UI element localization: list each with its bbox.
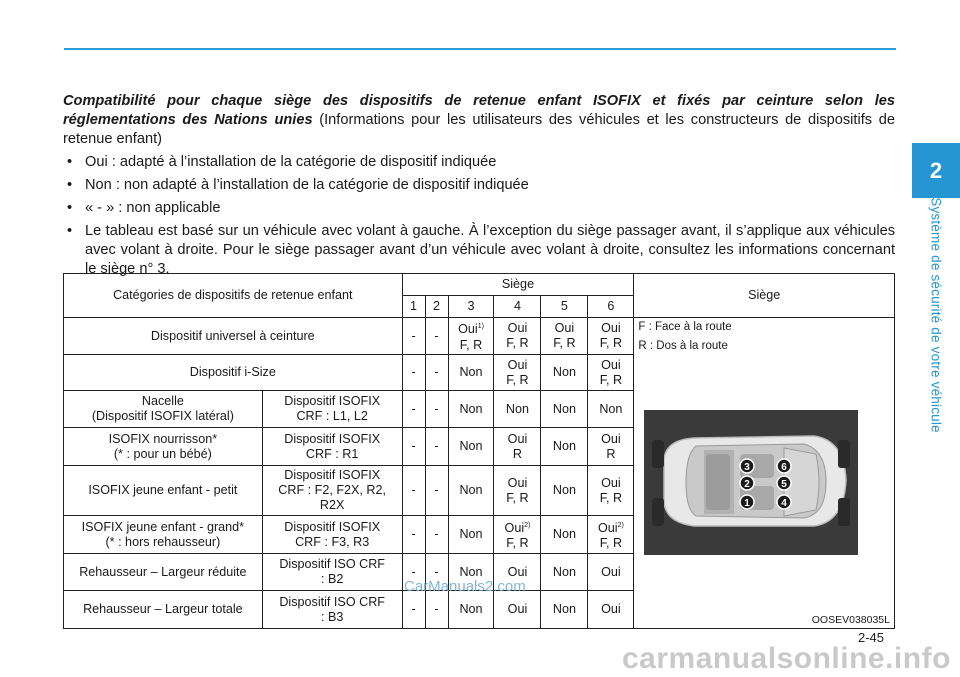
compatibility-table <box>63 273 895 629</box>
cell-seat-6: Oui R <box>588 428 634 466</box>
cell-seat-1: - <box>402 318 425 355</box>
bullet-text: Oui : adapté à l’installation de la catégorie de dispositif indiquée <box>85 154 497 170</box>
seat-1-label: 1 <box>744 498 751 509</box>
row-device: Dispositif ISO CRF : B2 <box>262 554 402 591</box>
row-category: Dispositif universel à ceinture <box>64 318 403 355</box>
cell-seat-4: Oui F, R <box>494 466 541 516</box>
seat-6-label: 6 <box>781 462 788 473</box>
cell-seat-4: Oui F, R <box>494 318 541 355</box>
cell-seat-1: - <box>402 554 425 591</box>
cell-seat-4: Oui F, R <box>494 355 541 391</box>
row-device: Dispositif ISOFIX CRF : F2, F2X, R2, R2X <box>262 466 402 516</box>
cell-seat-3: Non <box>448 355 494 391</box>
seat-diagram-cell <box>634 318 895 629</box>
section-heading-bold: Compatibilité pour chaque siège des dispositifs de retenue enfant ISOFIX et fixés par ceinture selon les réglementations des Nations unies <box>63 93 895 128</box>
row-category: Dispositif i-Size <box>64 355 403 391</box>
cell-seat-3: Non <box>448 516 494 554</box>
seat-number-1: 1 <box>402 296 425 318</box>
seat-5-label: 5 <box>781 479 788 490</box>
row-category: ISOFIX nourrisson* (* : pour un bébé) <box>64 428 263 466</box>
cell-seat-3: Non <box>448 391 494 428</box>
seat-number-3: 3 <box>448 296 494 318</box>
cell-seat-5: Non <box>541 391 588 428</box>
chapter-number-tab[interactable]: 2 <box>912 143 960 198</box>
row-device: Dispositif ISOFIX CRF : R1 <box>262 428 402 466</box>
seat-4-label: 4 <box>781 498 788 509</box>
cell-seat-5: Oui F, R <box>541 318 588 355</box>
cell-seat-2: - <box>425 355 448 391</box>
cell-seat-6: Oui F, R <box>588 318 634 355</box>
header-side-seat: Siège <box>634 274 895 318</box>
cell-seat-6: Non <box>588 391 634 428</box>
cell-seat-1: - <box>402 516 425 554</box>
cell-seat-2: - <box>425 428 448 466</box>
seat-3-label: 3 <box>744 462 751 473</box>
cell-seat-2: - <box>425 591 448 629</box>
chapter-title: Système de sécurité de votre véhicule <box>928 197 944 433</box>
cell-seat-6: Oui F, R <box>588 355 634 391</box>
section-heading <box>63 92 895 149</box>
watermark-link[interactable]: CarManuals2.com <box>404 578 526 595</box>
cell-seat-3: Oui$^{1)}$ F, R <box>448 318 494 355</box>
seat-number-2: 2 <box>425 296 448 318</box>
cell-seat-4: Oui <box>494 591 541 629</box>
bullet-symbol: • <box>67 223 73 239</box>
table-row <box>64 318 895 355</box>
cell-seat-6: Oui$^{2)}$ F, R <box>588 516 634 554</box>
cell-seat-2: - <box>425 466 448 516</box>
cell-seat-6: Oui <box>588 554 634 591</box>
bullet-item <box>63 176 895 195</box>
row-device: Dispositif ISO CRF : B3 <box>262 591 402 629</box>
cell-seat-1: - <box>402 355 425 391</box>
image-reference-code: OOSEV038035L <box>811 614 890 626</box>
row-category: Nacelle (Dispositif ISOFIX latéral) <box>64 391 263 428</box>
cell-seat-5: Non <box>541 516 588 554</box>
cell-seat-1: - <box>402 391 425 428</box>
bullet-symbol: • <box>67 154 73 170</box>
bullet-text: Le tableau est basé sur un véhicule avec volant à gauche. À l’exception du siège passager avant, il s’applique aux véhicules avec volant à droite. Pour le siège passager avant d’un véhicule avec volant à droite, consultez les informations concernant le siège n° 3. <box>85 223 895 277</box>
bullet-text: « - » : non applicable <box>85 200 221 216</box>
cell-seat-1: - <box>402 428 425 466</box>
section-heading-note: (Informations pour les utilisateurs des véhicules et les constructeurs de dispositifs de retenue enfant) <box>63 112 895 147</box>
cell-seat-6: Oui F, R <box>588 466 634 516</box>
bullet-item <box>63 222 895 279</box>
cell-seat-3: Non <box>448 428 494 466</box>
bullet-item <box>63 199 895 218</box>
cell-seat-5: Non <box>541 355 588 391</box>
seat-number-6: 6 <box>588 296 634 318</box>
cell-seat-2: - <box>425 554 448 591</box>
cell-seat-2: - <box>425 318 448 355</box>
cell-seat-3: Non <box>448 554 494 591</box>
cell-seat-5: Non <box>541 554 588 591</box>
bullet-symbol: • <box>67 177 73 193</box>
cell-seat-1: - <box>402 591 425 629</box>
row-category: ISOFIX jeune enfant - petit <box>64 466 263 516</box>
cell-seat-5: Non <box>541 466 588 516</box>
page-number: 2-45 <box>858 630 885 645</box>
cell-seat-4: Non <box>494 391 541 428</box>
header-category: Catégories de dispositifs de retenue enfant <box>64 274 403 318</box>
cell-seat-3: Non <box>448 591 494 629</box>
cell-seat-3: Non <box>448 466 494 516</box>
legend-rear: R : Dos à la route <box>638 340 728 352</box>
cell-seat-2: - <box>425 391 448 428</box>
top-rule <box>64 48 896 50</box>
footer-watermark[interactable]: carmanualsonline.info <box>622 642 951 675</box>
cell-seat-4: Oui R <box>494 428 541 466</box>
cell-seat-5: Non <box>541 428 588 466</box>
legend-front: F : Face à la route <box>638 321 732 333</box>
cell-seat-4: Oui <box>494 554 541 591</box>
bullet-symbol: • <box>67 200 73 216</box>
seat-number-4: 4 <box>494 296 541 318</box>
cell-seat-2: - <box>425 516 448 554</box>
cell-seat-5: Non <box>541 591 588 629</box>
seat-2-label: 2 <box>744 479 751 490</box>
row-device: Dispositif ISOFIX CRF : L1, L2 <box>262 391 402 428</box>
bullet-item <box>63 153 895 172</box>
car-seat-diagram <box>644 410 858 555</box>
bullet-list <box>63 153 895 279</box>
row-device: Dispositif ISOFIX CRF : F3, R3 <box>262 516 402 554</box>
header-seat: Siège <box>402 274 634 296</box>
bullet-text: Non : non adapté à l’installation de la catégorie de dispositif indiquée <box>85 177 529 193</box>
row-category: Rehausseur – Largeur totale <box>64 591 263 629</box>
car-top-view-illustration <box>644 410 858 555</box>
row-category: Rehausseur – Largeur réduite <box>64 554 263 591</box>
cell-seat-1: - <box>402 466 425 516</box>
intro-section <box>63 92 895 283</box>
cell-seat-4: Oui$^{2)}$ F, R <box>494 516 541 554</box>
row-category: ISOFIX jeune enfant - grand* (* : hors rehausseur) <box>64 516 263 554</box>
cell-seat-6: Oui <box>588 591 634 629</box>
seat-number-5: 5 <box>541 296 588 318</box>
